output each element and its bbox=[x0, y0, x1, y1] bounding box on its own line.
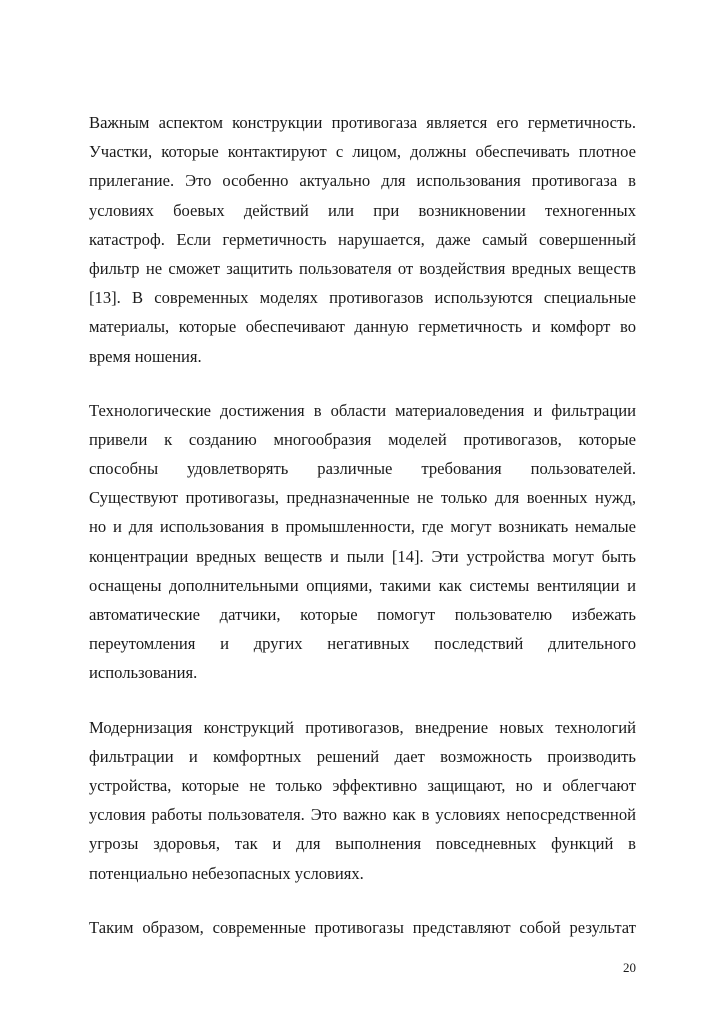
text-line: катастроф. Если герметичность нарушается, даже самый совершенный bbox=[89, 229, 636, 249]
text-line: привели к созданию многообразия моделей противогазов, которые bbox=[89, 429, 636, 449]
text-line: оснащены дополнительными опциями, такими как системы вентиляции и bbox=[89, 575, 636, 595]
text-line: время ношения. bbox=[89, 346, 202, 366]
text-line: фильтрации и комфортных решений дает возможность производить bbox=[89, 746, 636, 766]
text-line: угрозы здоровья, так и для выполнения повседневных функций в bbox=[89, 834, 636, 854]
text-line: фильтр не сможет защитить пользователя от воздействия вредных веществ bbox=[89, 258, 636, 278]
text-line: Технологические достижения в области материаловедения и фильтрации bbox=[89, 400, 636, 420]
document-body bbox=[89, 108, 636, 967]
text-line: автоматические датчики, которые помогут пользователю избежать bbox=[89, 605, 636, 624]
text-line: концентрации вредных веществ и пыли [14]. Эти устройства могут быть bbox=[89, 546, 636, 566]
text-line: Важным аспектом конструкции противогаза является его герметичность. bbox=[89, 113, 636, 132]
text-line: потенциально небезопасных условиях. bbox=[89, 863, 364, 883]
paragraph bbox=[89, 713, 636, 888]
paragraph bbox=[89, 396, 636, 688]
text-line: использования. bbox=[89, 663, 198, 683]
text-line: условиях боевых действий или при возникновении техногенных bbox=[89, 200, 636, 220]
text-line: устройства, которые не только эффективно защищают, но и облегчают bbox=[89, 775, 636, 795]
paragraph bbox=[89, 108, 636, 371]
text-line: переутомления и других негативных последствий длительного bbox=[89, 634, 636, 654]
text-line: Модернизация конструкций противогазов, внедрение новых технологий bbox=[89, 717, 636, 737]
text-line: Участки, которые контактируют с лицом, должны обеспечивать плотное bbox=[89, 142, 636, 162]
text-line: [13]. В современных моделях противогазов используются специальные bbox=[89, 288, 636, 308]
text-line: материалы, которые обеспечивают данную герметичность и комфорт во bbox=[89, 317, 636, 337]
page-number: 20 bbox=[623, 960, 636, 975]
paragraph bbox=[89, 913, 636, 942]
text-line: но и для использования в промышленности, где могут возникать немалые bbox=[89, 517, 636, 537]
text-line: Таким образом, современные противогазы представляют собой результат bbox=[89, 917, 636, 937]
text-line: способны удовлетворять различные требования пользователей. bbox=[89, 459, 636, 479]
text-line: прилегание. Это особенно актуально для использования противогаза в bbox=[89, 171, 636, 191]
text-line: Существуют противогазы, предназначенные не только для военных нужд, bbox=[89, 488, 636, 508]
text-line: условия работы пользователя. Это важно как в условиях непосредственной bbox=[89, 805, 636, 825]
